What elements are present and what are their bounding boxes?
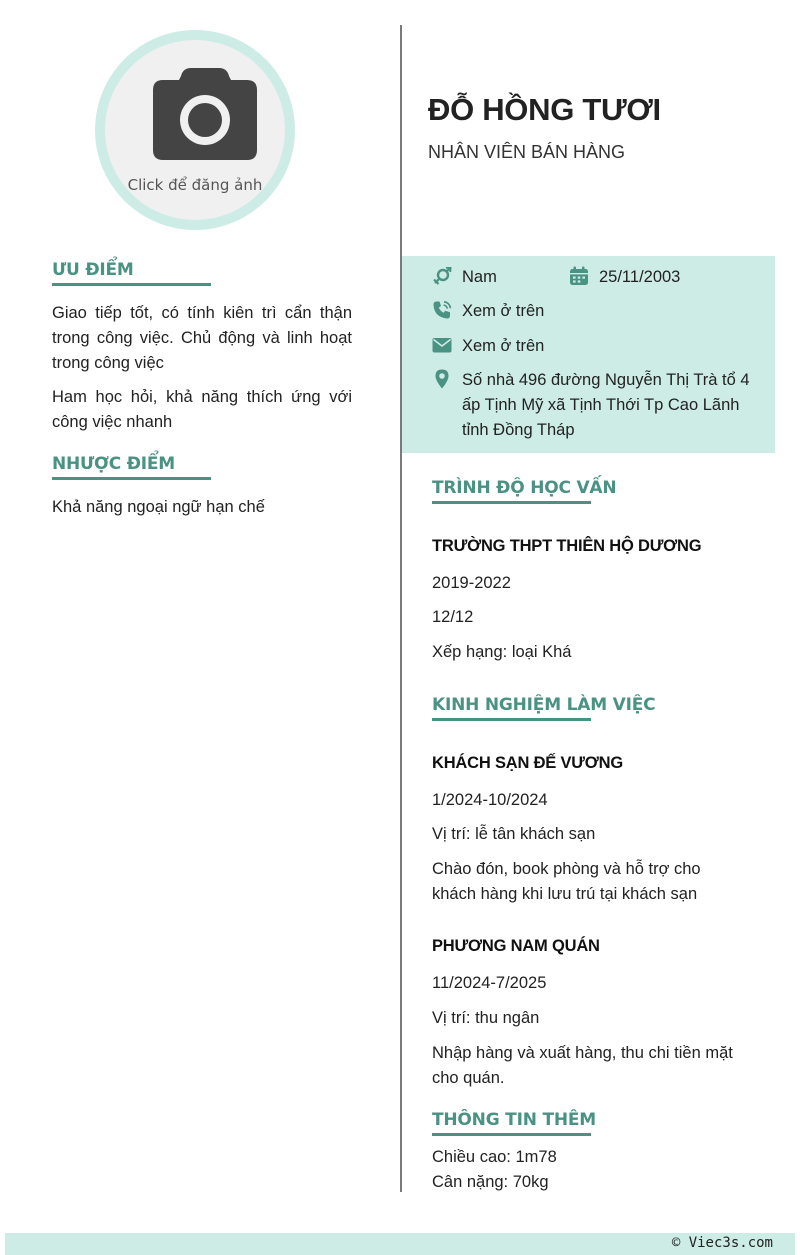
- additional-title: THÔNG TIN THÊM: [432, 1110, 596, 1130]
- experience-underline: [432, 718, 591, 721]
- job-description: Chào đón, book phòng và hỗ trợ cho khách hàng khi lưu trú tại khách sạn: [432, 860, 701, 903]
- job-position: Vị trí: thu ngân: [432, 1009, 540, 1027]
- education-title: TRÌNH ĐỘ HỌC VẤN: [432, 478, 617, 498]
- education-period: 2019-2022: [432, 574, 511, 592]
- job-company: PHƯƠNG NAM QUÁN: [432, 937, 600, 955]
- birthday-value: 25/11/2003: [599, 268, 681, 286]
- avatar-caption: Click để đăng ảnh: [127, 176, 263, 194]
- job-period: 1/2024-10/2024: [432, 791, 548, 809]
- calendar-icon: [569, 266, 589, 286]
- strengths-underline: [52, 283, 211, 286]
- footer-link[interactable]: © Viec3s.com: [671, 1235, 773, 1251]
- job-description: Nhập hàng và xuất hàng, thu chi tiền mặt cho quán.: [432, 1044, 733, 1087]
- job-period: 11/2024-7/2025: [432, 974, 547, 992]
- contact-box: [402, 256, 775, 453]
- strength-item: Ham học hỏi, khả năng thích ứng với công việc nhanh: [52, 388, 352, 431]
- education-rank: Xếp hạng: loại Khá: [432, 643, 572, 661]
- address-value: Số nhà 496 đường Nguyễn Thị Trà tổ 4 ấp Tịnh Mỹ xã Tịnh Thới Tp Cao Lãnh tỉnh Đồng Tháp: [462, 371, 750, 439]
- job-position: Vị trí: lễ tân khách sạn: [432, 825, 596, 843]
- weaknesses-underline: [52, 477, 211, 480]
- weaknesses-title: NHƯỢC ĐIỂM: [52, 454, 176, 474]
- candidate-name: ĐỖ HỒNG TƯƠI: [428, 92, 661, 127]
- job-company: KHÁCH SẠN ĐẾ VƯƠNG: [432, 754, 624, 772]
- education-grade: 12/12: [432, 608, 474, 626]
- avatar-inner: [105, 40, 285, 220]
- email-icon: [432, 335, 452, 355]
- phone-value: Xem ở trên: [462, 302, 545, 320]
- weakness-item: Khả năng ngoại ngữ hạn chế: [52, 498, 265, 516]
- camera-icon: [151, 66, 259, 161]
- footer-bar: [5, 1233, 795, 1255]
- column-divider: [400, 25, 402, 1192]
- additional-underline: [432, 1133, 591, 1136]
- weight-value: Cân nặng: 70kg: [432, 1173, 549, 1191]
- job-title: NHÂN VIÊN BÁN HÀNG: [428, 142, 626, 162]
- experience-title: KINH NGHIỆM LÀM VIỆC: [432, 695, 656, 715]
- strength-item: Giao tiếp tốt, có tính kiên trì cẩn thận trong công việc. Chủ động và linh hoạt trong công việc: [52, 304, 352, 372]
- school-name: TRƯỜNG THPT THIÊN HỘ DƯƠNG: [432, 537, 702, 555]
- email-value: Xem ở trên: [462, 337, 545, 355]
- strengths-title: ƯU ĐIỂM: [52, 260, 134, 280]
- gender-value: Nam: [462, 268, 497, 286]
- phone-icon: [432, 300, 452, 320]
- avatar-upload[interactable]: [95, 30, 295, 230]
- education-underline: [432, 501, 591, 504]
- gender-icon: [432, 267, 452, 287]
- height-value: Chiều cao: 1m78: [432, 1148, 557, 1166]
- location-icon: [432, 369, 452, 389]
